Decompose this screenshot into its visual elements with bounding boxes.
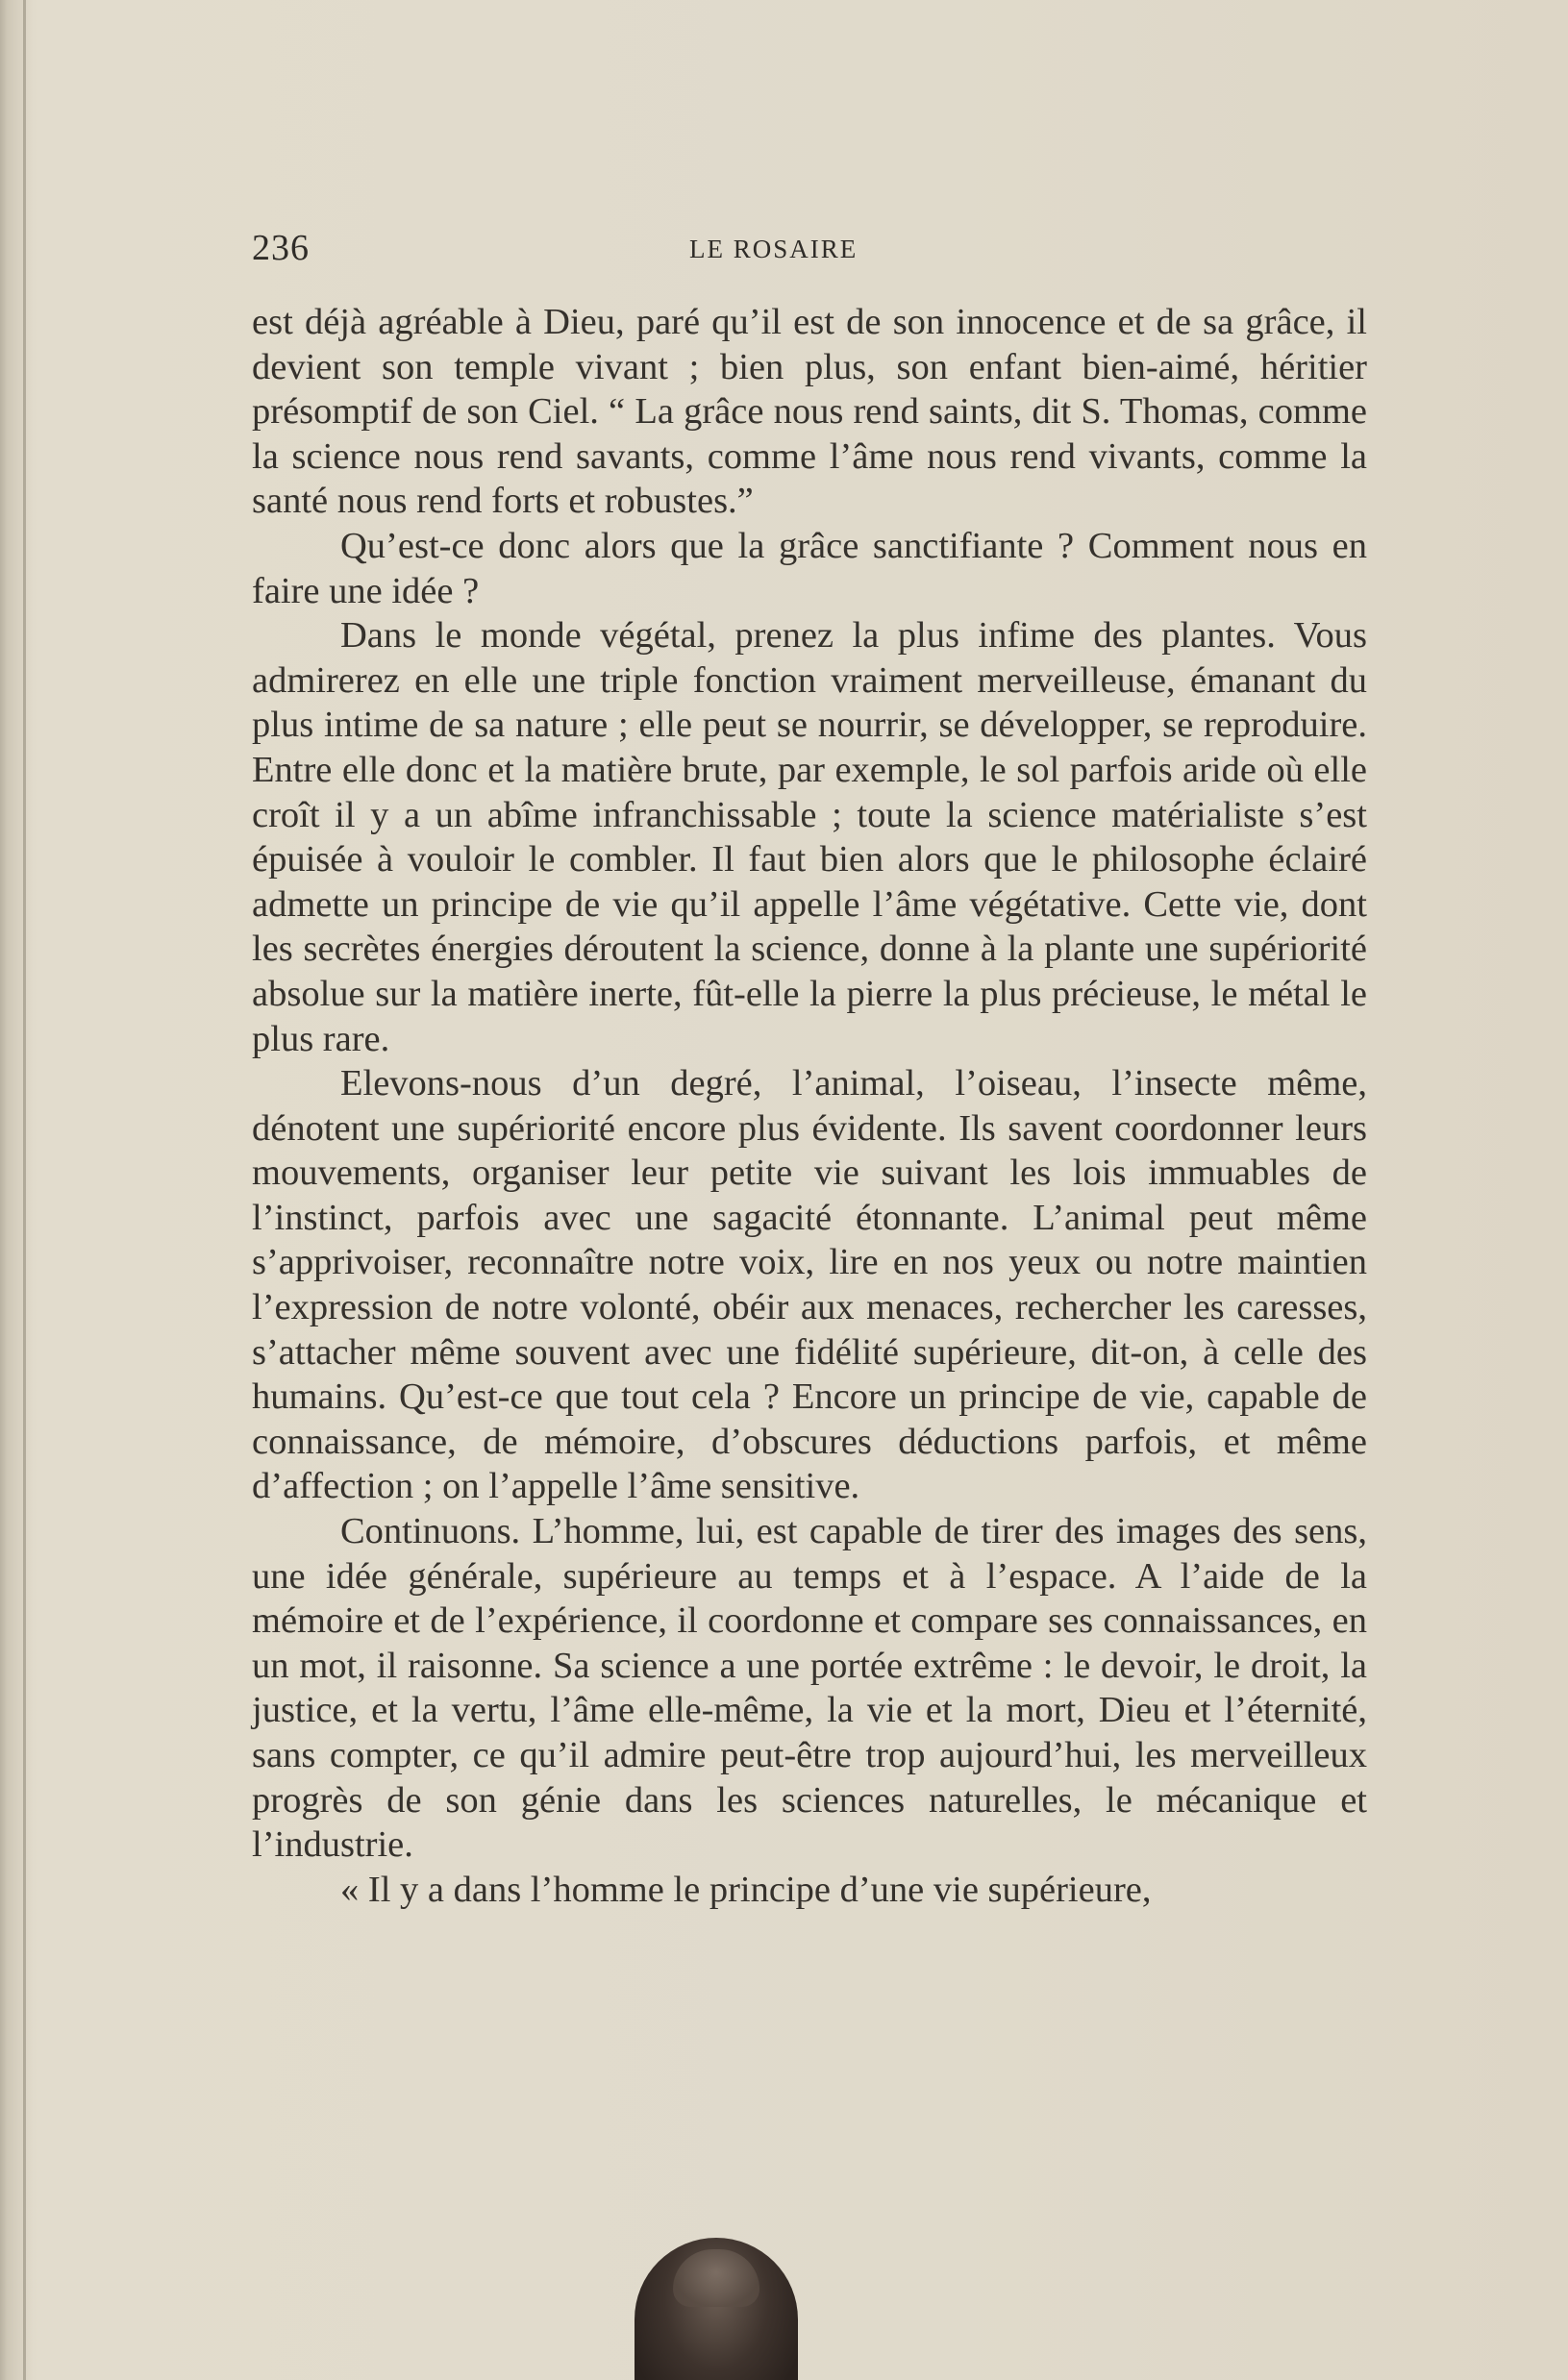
paragraph: Elevons-nous d’un degré, l’animal, l’oiseau, l’insecte même, dénotent une supériorité encore plus évidente. Ils savent coordonner leurs mouvements, organiser leur petite vie suivant les lois immuables de l’instinct, parfois avec une sagacité étonnante. L’animal peut même s’apprivoiser, reconnaître notre voix, lire en nos yeux ou notre maintien l’expression de notre volonté, obéir aux menaces, rechercher les caresses, s’attacher même souvent avec une fidélité supérieure, dit-on, à celle des humains. Qu’est-ce que tout cela ? Encore un principe de vie, capable de connaissance, de mémoire, d’obscures déductions parfois, et même d’affection ; on l’appelle l’âme sensitive. [252, 1063, 1367, 1507]
paragraph: Qu’est-ce donc alors que la grâce sanctifiante ? Comment nous en faire une idée ? [252, 525, 1367, 611]
body-text [252, 300, 1367, 1912]
paragraph: « Il y a dans l’homme le principe d’une vie supérieure, [340, 1869, 1152, 1910]
running-title: LE ROSAIRE [689, 235, 859, 263]
page-number: 236 [252, 228, 310, 268]
running-head [252, 227, 1357, 275]
binding-line [23, 0, 26, 2380]
binding-edge [0, 0, 33, 2380]
paragraph: Continuons. L’homme, lui, est capable de tirer des images des sens, une idée générale, supérieure au temps et à l’espace. A l’aide de la mémoire et de l’expérience, il coordonne et compare ses connaissances, en un mot, il raisonne. Sa science a une portée extrême : le devoir, le droit, la justice, et la vertu, l’âme elle-même, la vie et la mort, Dieu et l’éternité, sans compter, ce qu’il admire peut-être trop aujourd’hui, les merveilleux progrès de son génie dans les sciences naturelles, le mécanique et l’industrie. [252, 1511, 1367, 1866]
paragraph: Dans le monde végétal, prenez la plus infime des plantes. Vous admirerez en elle une triple fonction vraiment merveilleuse, émanant du plus intime de sa nature ; elle peut se nourrir, se développer, se reproduire. Entre elle donc et la matière brute, par exemple, le sol parfois aride où elle croît il y a un abîme infranchissable ; toute la science matérialiste s’est épuisée à vouloir le combler. Il faut bien alors que le philosophe éclairé admette un principe de vie qu’il appelle l’âme végétative. Cette vie, dont les secrètes énergies déroutent la science, donne à la plante une supériorité absolue sur la matière inerte, fût-elle la pierre la plus précieuse, le métal le plus rare. [252, 615, 1367, 1059]
paragraph: est déjà agréable à Dieu, paré qu’il est de son innocence et de sa grâce, il devient son temple vivant ; bien plus, son enfant bien-aimé, héritier présomptif de son Ciel. “ La grâce nous rend saints, dit S. Thomas, comme la science nous rend savants, comme l’âme nous rend vivants, comme la santé nous rend forts et robustes.” [252, 302, 1367, 522]
